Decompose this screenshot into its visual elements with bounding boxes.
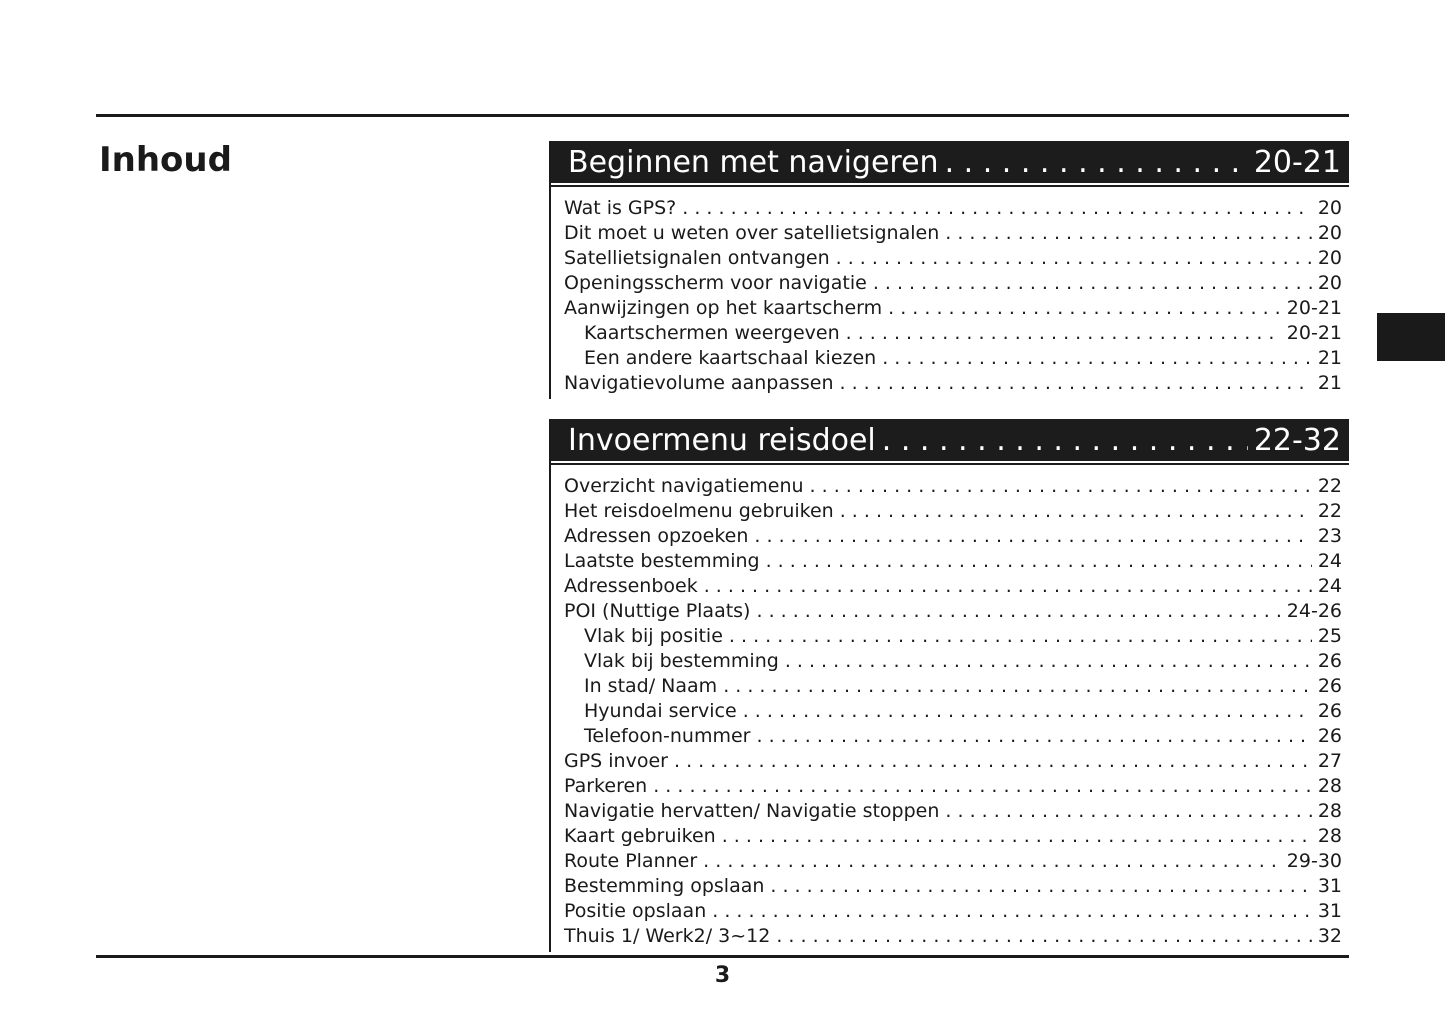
entry-page: 31 [1317, 900, 1342, 922]
entry-label: POI (Nuttige Plaats) [564, 600, 751, 622]
entry-page: 21 [1317, 347, 1342, 369]
toc-entry[interactable] [564, 346, 1342, 371]
toc-entry[interactable] [564, 824, 1342, 849]
toc-entry[interactable] [564, 774, 1342, 799]
entry-page: 26 [1317, 650, 1342, 672]
dot-leader [704, 574, 1312, 599]
entry-page: 25 [1317, 625, 1342, 647]
entry-label: Adressenboek [564, 575, 698, 597]
toc-entry[interactable] [564, 196, 1342, 221]
dot-leader [712, 899, 1312, 924]
section-header[interactable] [551, 419, 1349, 461]
section-title: Invoermenu reisdoel [568, 422, 876, 458]
entry-label: Thuis 1/ Werk2/ 3~12 [564, 925, 771, 947]
toc-entry[interactable] [564, 599, 1342, 624]
entry-label: Kaart gebruiken [564, 825, 716, 847]
entry-page: 20 [1317, 247, 1342, 269]
dot-leader [766, 549, 1312, 574]
dot-leader [945, 221, 1312, 246]
dot-leader [653, 774, 1312, 799]
dot-leader [846, 321, 1281, 346]
dot-leader [674, 749, 1312, 774]
page-number: 3 [714, 963, 731, 988]
entry-page: 28 [1317, 800, 1342, 822]
toc-entry[interactable] [564, 674, 1342, 699]
entry-label: Navigatie hervatten/ Navigatie stoppen [564, 800, 940, 822]
entry-label: Laatste bestemming [564, 550, 760, 572]
toc-entry[interactable] [564, 371, 1342, 396]
entry-page: 20-21 [1286, 322, 1342, 344]
entry-label: Satellietsignalen ontvangen [564, 247, 830, 269]
dot-leader [729, 624, 1312, 649]
toc-entry[interactable] [564, 221, 1342, 246]
dot-leader [873, 271, 1312, 296]
entry-page: 24 [1317, 550, 1342, 572]
dot-leader [882, 346, 1312, 371]
toc-entry[interactable] [564, 899, 1342, 924]
toc-section [549, 141, 1349, 399]
entry-page: 23 [1317, 525, 1342, 547]
entry-page: 28 [1317, 775, 1342, 797]
entry-page: 20 [1317, 197, 1342, 219]
dot-leader [882, 423, 1248, 458]
entry-page: 26 [1317, 675, 1342, 697]
dot-leader [810, 474, 1312, 499]
section-pages: 22-32 [1253, 422, 1341, 458]
dot-leader [785, 649, 1312, 674]
entry-label: Bestemming opslaan [564, 875, 765, 897]
entry-label: Navigatievolume aanpassen [564, 372, 834, 394]
entry-label: Dit moet u weten over satellietsignalen [564, 222, 940, 244]
toc-entry[interactable] [564, 799, 1342, 824]
dot-leader [723, 674, 1312, 699]
toc-entry[interactable] [564, 924, 1342, 949]
dot-leader [756, 599, 1280, 624]
entry-label: Route Planner [564, 850, 698, 872]
table-of-contents [549, 141, 1349, 952]
toc-entry[interactable] [564, 246, 1342, 271]
entry-label: Hyundai service [584, 700, 737, 722]
entry-page: 24 [1317, 575, 1342, 597]
entry-page: 31 [1317, 875, 1342, 897]
toc-entry[interactable] [564, 574, 1342, 599]
entry-page: 20-21 [1286, 297, 1342, 319]
entry-page: 26 [1317, 725, 1342, 747]
entry-label: Overzicht navigatiemenu [564, 475, 804, 497]
dot-leader [776, 924, 1311, 949]
toc-entry[interactable] [564, 849, 1342, 874]
entry-label: Aanwijzingen op het kaartscherm [564, 297, 883, 319]
dot-leader [945, 145, 1248, 180]
entry-list [551, 183, 1349, 399]
entry-page: 32 [1317, 925, 1342, 947]
toc-entry[interactable] [564, 524, 1342, 549]
entry-label: Vlak bij positie [584, 625, 723, 647]
toc-entry[interactable] [564, 321, 1342, 346]
dot-leader [722, 824, 1312, 849]
toc-entry[interactable] [564, 699, 1342, 724]
dot-leader [756, 724, 1311, 749]
entry-page: 27 [1317, 750, 1342, 772]
section-title: Beginnen met navigeren [568, 144, 939, 180]
toc-entry[interactable] [564, 271, 1342, 296]
dot-leader [836, 246, 1312, 271]
entry-page: 21 [1317, 372, 1342, 394]
top-rule [96, 114, 1349, 117]
entry-label: Openingsscherm voor navigatie [564, 272, 867, 294]
chapter-tab-marker [1377, 313, 1445, 361]
entry-label: Vlak bij bestemming [584, 650, 779, 672]
entry-label: Kaartschermen weergeven [584, 322, 840, 344]
toc-entry[interactable] [564, 499, 1342, 524]
toc-entry[interactable] [564, 874, 1342, 899]
entry-label: In stad/ Naam [584, 675, 718, 697]
entry-label: GPS invoer [564, 750, 668, 772]
toc-entry[interactable] [564, 749, 1342, 774]
toc-entry[interactable] [564, 296, 1342, 321]
entry-label: Positie opslaan [564, 900, 707, 922]
toc-entry[interactable] [564, 724, 1342, 749]
entry-page: 22 [1317, 500, 1342, 522]
dot-leader [840, 499, 1312, 524]
entry-page: 29-30 [1286, 850, 1342, 872]
dot-leader [703, 849, 1281, 874]
dot-leader [840, 371, 1312, 396]
entry-label: Het reisdoelmenu gebruiken [564, 500, 834, 522]
entry-label: Adressen opzoeken [564, 525, 749, 547]
section-pages: 20-21 [1253, 144, 1341, 180]
entry-page: 26 [1317, 700, 1342, 722]
dot-leader [743, 699, 1312, 724]
entry-label: Wat is GPS? [564, 197, 677, 219]
dot-leader [682, 196, 1312, 221]
entry-list [551, 461, 1349, 952]
section-header[interactable] [551, 141, 1349, 183]
dot-leader [888, 296, 1281, 321]
entry-page: 20 [1317, 272, 1342, 294]
entry-label: Een andere kaartschaal kiezen [584, 347, 877, 369]
entry-page: 22 [1317, 475, 1342, 497]
dot-leader [754, 524, 1311, 549]
toc-entry[interactable] [564, 549, 1342, 574]
toc-section [549, 419, 1349, 952]
toc-entry[interactable] [564, 624, 1342, 649]
toc-entry[interactable] [564, 474, 1342, 499]
dot-leader [770, 874, 1311, 899]
bottom-rule [96, 955, 1349, 958]
entry-page: 20 [1317, 222, 1342, 244]
toc-entry[interactable] [564, 649, 1342, 674]
entry-page: 24-26 [1286, 600, 1342, 622]
entry-label: Parkeren [564, 775, 648, 797]
page-title: Inhoud [99, 140, 232, 180]
entry-page: 28 [1317, 825, 1342, 847]
entry-label: Telefoon-nummer [584, 725, 751, 747]
dot-leader [945, 799, 1311, 824]
